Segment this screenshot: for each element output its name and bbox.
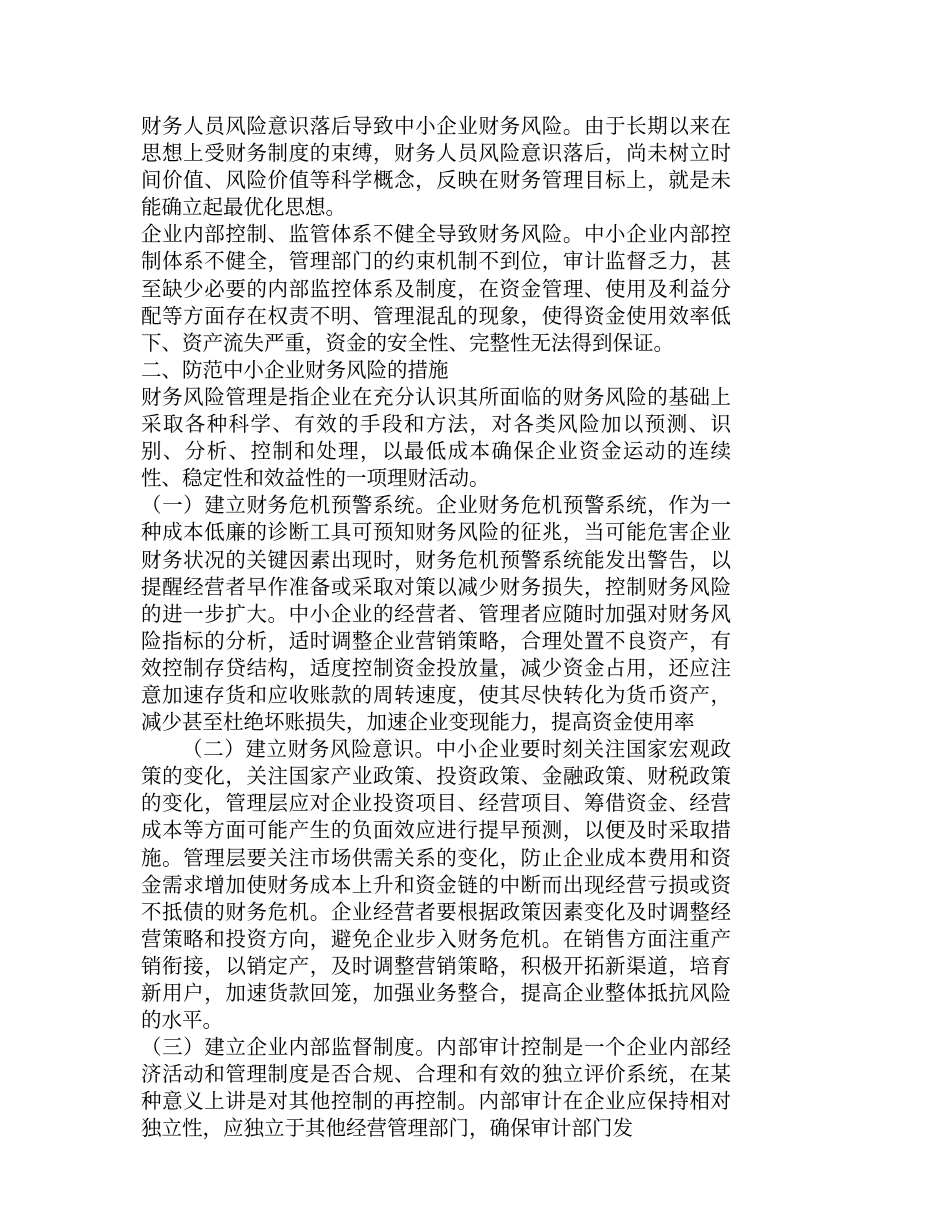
- paragraph-internal-supervision: （三）建立企业内部监督制度。内部审计控制是一个企业内部经济活动和管理制度是否合规、合理和有效的独立评价系统，在某种意义上讲是对其他控制的再控制。内部审计在企业应保持相对独立性，应独立于其他经营管理部门，确保审计部门发: [141, 1035, 731, 1141]
- paragraph-internal-control: 企业内部控制、监管体系不健全导致财务风险。中小企业内部控制体系不健全，管理部门的约束机制不到位，审计监督乏力，甚至缺少必要的内部监控体系及制度，在资金管理、使用及利益分配等方面存在权责不明、管理混乱的现象，使得资金使用效率低下、资产流失严重，资金的安全性、完整性无法得到保证。: [141, 222, 731, 355]
- paragraph-risk-awareness: （二）建立财务风险意识。中小企业要时刻关注国家宏观政策的变化，关注国家产业政策、投资政策、金融政策、财税政策的变化，管理层应对企业投资项目、经营项目、筹借资金、经营成本等方面可能产生的负面效应进行提早预测，以便及时采取措施。管理层要关注市场供需关系的变化，防止企业成本费用和资金需求增加使财务成本上升和资金链的中断而出现经营亏损或资不抵债的财务危机。企业经营者要根据政策因素变化及时调整经营策略和投资方向，避免企业步入财务危机。在销售方面注重产销衔接，以销定产，及时调整营销策略，积极开拓新渠道，培育新用户，加速货款回笼，加强业务整合，提高企业整体抵抗风险的水平。: [141, 737, 731, 1033]
- section-heading-measures: 二、防范中小企业财务风险的措施: [141, 357, 449, 382]
- document-page: [141, 113, 731, 1143]
- paragraph-risk-management-definition: 财务风险管理是指企业在充分认识其所面临的财务风险的基础上采取各种科学、有效的手段和方法，对各类风险加以预测、识别、分析、控制和处理，以最低成本确保企业资金运动的连续性、稳定性和效益性的一项理财活动。: [141, 384, 731, 491]
- paragraph-early-warning-system: （一）建立财务危机预警系统。企业财务危机预警系统，作为一种成本低廉的诊断工具可预知财务风险的征兆，当可能危害企业财务状况的关键因素出现时，财务危机预警系统能发出警告，以提醒经营者早作准备或采取对策以减少财务损失，控制财务风险的进一步扩大。中小企业的经营者、管理者应随时加强对财务风险指标的分析，适时调整企业营销策略，合理处置不良资产，有效控制存贷结构，适度控制资金投放量，减少资金占用，还应注意加速存货和应收账款的周转速度，使其尽快转化为货币资产，减少甚至杜绝坏账损失，加速企业变现能力，提高资金使用率: [141, 493, 731, 735]
- paragraph-staff-risk-awareness: 财务人员风险意识落后导致中小企业财务风险。由于长期以来在思想上受财务制度的束缚，财务人员风险意识落后，尚未树立时间价值、风险价值等科学概念，反映在财务管理目标上，就是未能确立起最优化思想。: [141, 114, 731, 220]
